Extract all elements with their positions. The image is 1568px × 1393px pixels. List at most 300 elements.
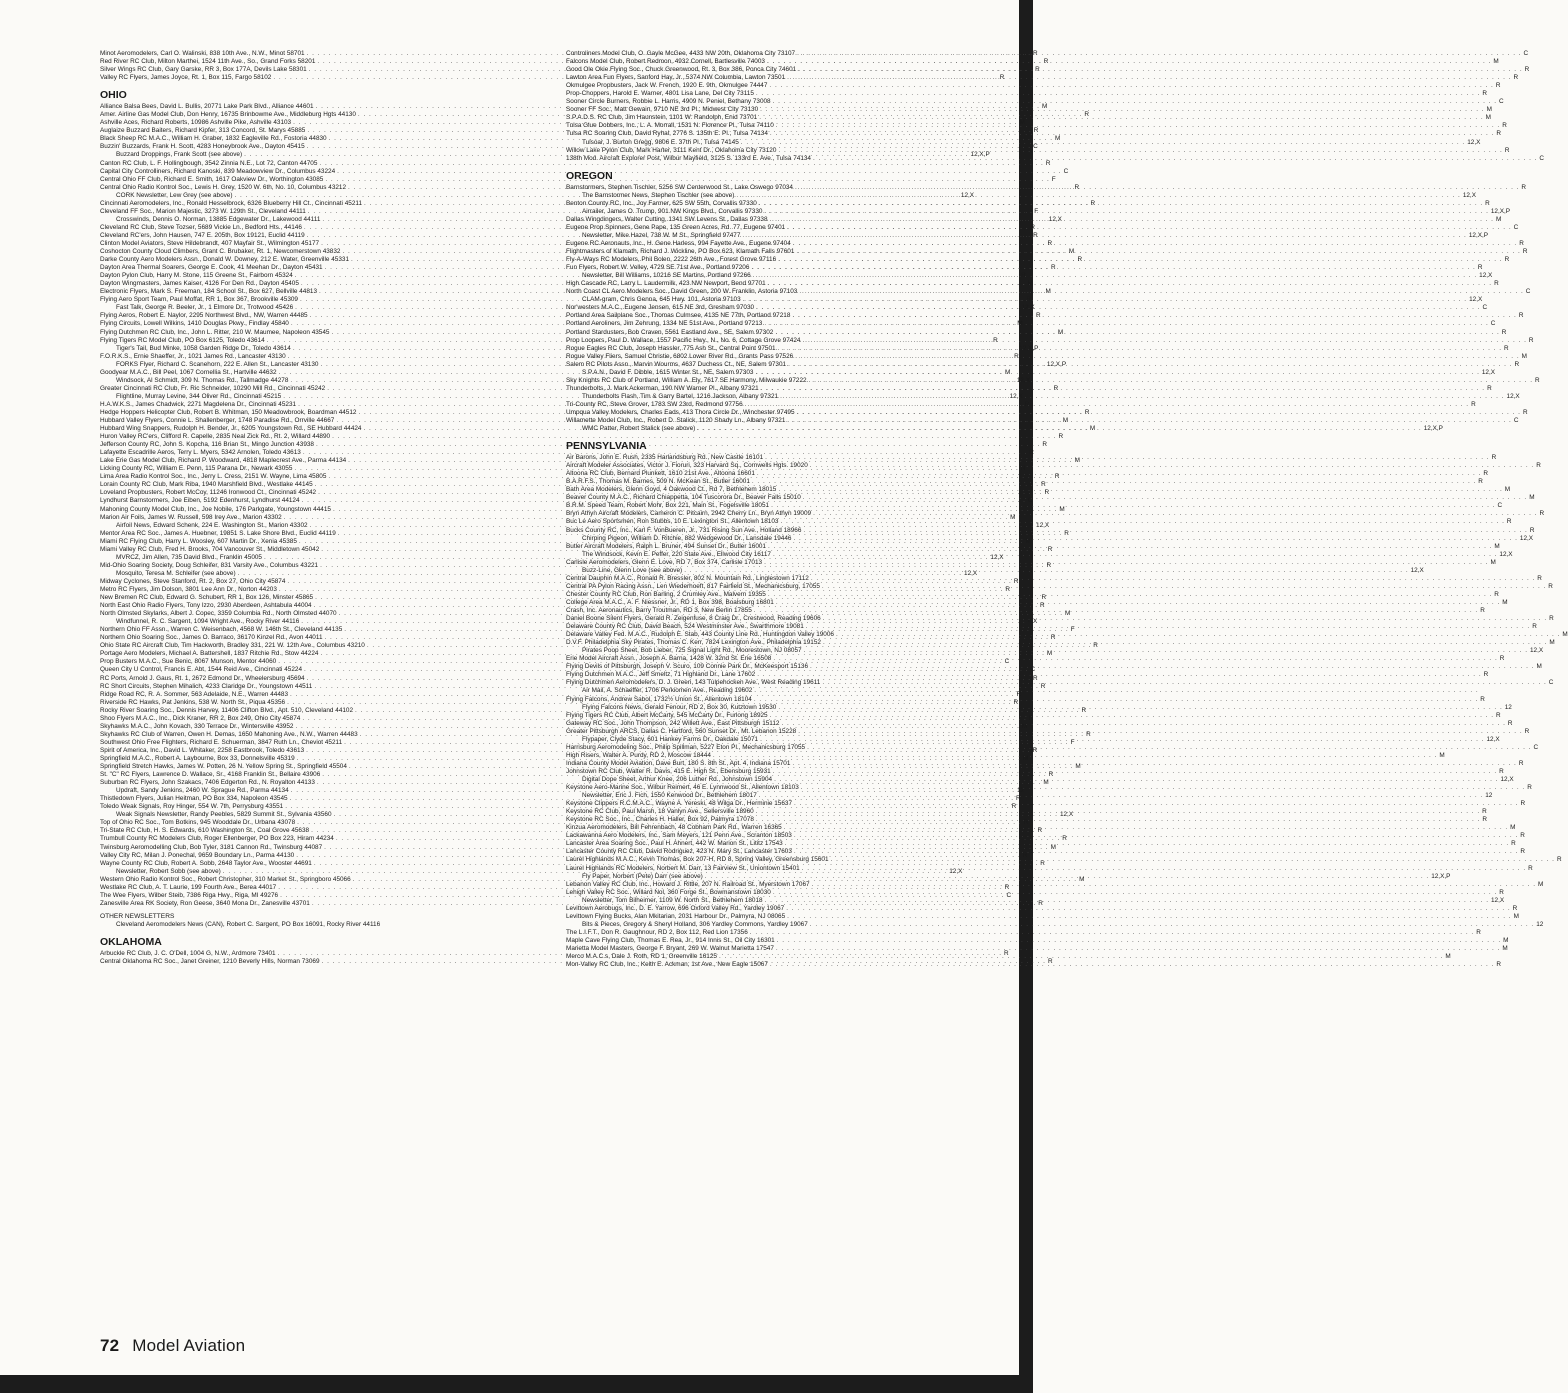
entry-code: M — [1089, 425, 1096, 433]
newsletter-entry — [566, 647, 1544, 655]
entry-text: Valley City RC, Milan J. Ponechal, 9659 Boundary Ln., Parma 44130 — [100, 851, 295, 859]
club-entry — [566, 352, 1527, 361]
club-entry — [566, 154, 1545, 163]
entry-text: Bryn Athyn Aircraft Modelers, Cameron C. Pitcairn, 2942 Cherry Ln., Bryn Athyn 19009 — [566, 510, 812, 518]
club-entry — [566, 961, 1501, 969]
entry-code: R — [1081, 706, 1087, 714]
entry-code: R — [1519, 239, 1524, 247]
entry-code: R — [1093, 642, 1098, 650]
club-entry — [566, 58, 1499, 66]
dot-leader — [766, 543, 1494, 551]
entry-text: Flightline, Murray Levine, 344 Oliver Rd., Cincinnati 45215 — [116, 392, 282, 400]
entry-text: Salem RC Pilots Assn., Marvin Wourms, 4637 Duchess Ct., NE, Salem 97301 — [566, 360, 787, 368]
entry-text: Central Ohio Radio Kontrol Soc., Lewis H. Grey, 1520 W. 6th, No. 10, Columbus 43212 — [100, 183, 347, 191]
club-entry — [566, 50, 1529, 58]
entry-text: Newsletter, Tom Bilheimer, 1109 W. North St., Bethlehem 18018 — [582, 896, 763, 904]
entry-code: M — [1025, 537, 1031, 545]
entry-code: C — [1006, 891, 1012, 899]
club-entry — [566, 558, 1496, 567]
club-entry — [566, 912, 1519, 921]
entry-text: Miami RC Flying Club, Harry L. Woosley, 607 Martin Dr., Xenia 45385 — [100, 537, 297, 545]
entry-text: Black Sheep RC M.A.C., William H. Graber, 1832 Eagleville Rd., Fostoria 44830 — [100, 135, 327, 143]
entry-text: Cleveland FF Soc., Marion Majestic, 3273 W. 129th St., Cleveland 44111 — [100, 207, 306, 215]
entry-text: Thistledown Flyers, Julian Heitman, PO Box 334, Napoleon 43545 — [100, 795, 288, 803]
entry-text: S.P.A.D.S. RC Club, Jim Haunstein, 1101 W. Randolph, Enid 73701 — [566, 114, 758, 122]
entry-text: Aircraft Modeler Associates, Victor J. Fioruri, 323 Harvard Sq., Cornwells Hgts. 19020 — [566, 462, 808, 470]
entry-code: 12,X — [1462, 191, 1476, 199]
entry-text: Mosquito, Teresa M. Schleifer (see above) — [116, 569, 236, 577]
dot-leader — [754, 90, 1482, 98]
entry-code: R — [1501, 328, 1507, 336]
entry-text: Cleveland RC Club, Steve Tozser, 5689 Vickie Ln., Bedford Hts., 44146 — [100, 223, 302, 231]
entry-code: R — [1512, 904, 1518, 912]
entry-code: F — [1051, 175, 1056, 183]
entry-text: Nor'westers M.A.C., Eugene Jensen, 615 NE 3rd, Gresham 97030 — [566, 304, 755, 312]
entry-text: Portage Aero Modelers, Michael A. Battershell, 1837 Ritchie Rd., Stow 44224 — [100, 650, 319, 658]
entry-text: Central Dauphin M.A.C., Ronald R. Bressler, 802 N. Mountain Rd., Linglestown 17112 — [566, 574, 809, 582]
entry-code: F — [1070, 738, 1075, 746]
entry-text: Lebanon Valley RC Club, Inc., Howard J. Rittle, 207 N. Railroad St., Myerstown 17067 — [566, 880, 810, 888]
entry-code: R — [1051, 264, 1056, 272]
dot-leader — [766, 280, 1494, 288]
entry-code: R — [1046, 561, 1052, 569]
entry-text: Alliance Balsa Bees, David L. Bullis, 20771 Lake Park Blvd., Alliance 44601 — [100, 103, 314, 111]
dot-leader — [821, 639, 1549, 647]
club-entry — [566, 462, 1541, 470]
entry-code: C — [1497, 502, 1503, 510]
entry-code: M — [1502, 598, 1508, 606]
club-entry — [566, 66, 1530, 74]
club-entry — [566, 727, 1530, 736]
entry-text: Jefferson County RC, John S. Kopcha, 116 Brian St., Mingo Junction 43938 — [100, 441, 314, 449]
dot-leader — [748, 929, 1476, 937]
entry-text: Lafayette Escadrille Aeros, Terry L. Myers, 5342 Arnolen, Toledo 43613 — [100, 449, 301, 457]
entry-text: Licking County RC, William E. Penn, 115 Parana Dr., Newark 43055 — [100, 465, 293, 473]
newsletter-entry — [566, 425, 1443, 433]
dot-leader — [750, 478, 1478, 486]
entry-text: Portland Aeroliners, Jim Zehrung, 1334 NE 51st Ave., Portland 97213 — [566, 320, 763, 328]
entry-text: Flying Falcons News, Gerald Fenour, RD 2, Box 30, Kutztown 19530 — [582, 703, 777, 711]
entry-code: R — [1048, 771, 1054, 779]
dot-leader — [793, 184, 1521, 192]
entry-code: 12,X — [1499, 550, 1513, 558]
entry-text: Rogue Eagles RC Club, Joseph Hassler, 775 Ash St., Central Point 97501 — [566, 344, 776, 352]
entry-text: Lancaster Area Soaring Soc., Paul H. Ahnert, 442 W. Marion St., Lititz 17543 — [566, 840, 783, 848]
entry-text: Miami Valley RC Club, Fred H. Brooks, 704 Vancouver St., Middletown 45042 — [100, 545, 320, 553]
entry-text: Greater Pittsburgh ARCS, Dallas C. Hartford, 560 Sunset Dr., Mt. Lebanon 15228 — [566, 727, 797, 735]
club-entry — [566, 816, 1487, 824]
dot-leader — [820, 583, 1548, 591]
entry-text: Chirping Pigeon, William D. Ritchie, 882 Wedgewood Dr., Lansdale 19446 — [582, 534, 792, 542]
entry-code: R — [1040, 682, 1046, 690]
entry-code: R — [1520, 848, 1525, 856]
entry-text: Springfield Stretch Hawks, James W. Potten, 26 N. Yellow Spring St., Springfield 45504 — [100, 763, 347, 771]
club-entry — [566, 888, 1504, 897]
entry-text: Tri-County RC, Steve Grover, 1783 SW 23rd, Redmond 97756 — [566, 400, 743, 408]
club-entry — [566, 199, 1490, 208]
entry-text: Eugene Prop Spinners, Gene Pape, 135 Green Acres, Rd. 77, Eugene 97401 — [566, 223, 786, 231]
dot-leader — [801, 527, 1529, 535]
entry-code: 12,X,P — [1423, 425, 1443, 433]
entry-code: R — [1058, 433, 1064, 441]
entry-code: R — [1524, 66, 1530, 74]
dot-leader — [768, 961, 1496, 969]
dot-leader — [800, 865, 1528, 873]
entry-text: The Barnstormer News, Stephen Tischler (see above) — [582, 191, 735, 199]
club-entry — [566, 542, 1500, 551]
entry-code: R — [1084, 111, 1089, 119]
entry-text: Erie Model Aircraft Assn., Joseph A. Barna, 1428 W. 32nd St. Erie 16508 — [566, 655, 772, 663]
entry-code: C — [1033, 143, 1038, 151]
entry-text: Mahoning County Model Club, Inc., Joe Nobile, 176 Parkgate, Youngstown 44415 — [100, 505, 331, 513]
club-entry — [566, 320, 1496, 328]
entry-text: Buzz-Line, Glenn Love (see above) — [582, 566, 683, 574]
entry-text: Tulsa Glue Dobbers, Inc., L. A. Morrall, 1531 N. Florence Pl., Tulsa 74110 — [566, 122, 774, 130]
entry-code: R — [1053, 384, 1059, 392]
entry-code: 12,X,P — [1431, 872, 1451, 880]
entry-text: Skyhawks RC Club of Warren, Owen H. Demas, 1650 Mahoning Ave., N.W., Warren 44483 — [100, 730, 358, 738]
entry-text: Spirit of America, Inc., David L. Whitaker, 2258 Eastbrook, Toledo 43613 — [100, 746, 305, 754]
entry-text: Flying Aero Sport Team, Paul Moffat, RR 1, Box 367, Brookville 45309 — [100, 296, 298, 304]
dot-leader — [758, 106, 1486, 114]
dot-leader — [799, 784, 1527, 792]
entry-code: R — [1504, 256, 1510, 264]
dot-leader — [717, 953, 1445, 961]
entry-code: R — [1504, 344, 1509, 352]
entry-text: Flypaper, Clyde Stacy, 601 Hankey Farms Dr., Oakdale 15071 — [582, 735, 759, 743]
entry-text: Central Oklahoma RC Soc., Janet Greiner, 1210 Beverly Hills, Norman 73069 — [100, 957, 320, 965]
club-entry — [566, 288, 1531, 296]
entry-code: M — [1075, 763, 1081, 771]
entry-code: R — [1471, 400, 1476, 408]
entry-code: R — [1528, 336, 1534, 344]
entry-text: Northern Ohio FF Assn., Warren C. Weisenbach, 4568 W. 146th St., Cleveland 44135 — [100, 626, 343, 634]
newsletter-entry — [566, 735, 1500, 744]
entry-code: R — [1050, 634, 1056, 642]
entry-text: Okmulgee Propbusters, Jack W. French, 1920 E. 9th, Okmulgee 74447 — [566, 82, 768, 90]
entry-code: M — [1503, 936, 1509, 944]
entry-text: Marietta Model Masters, George F. Bryant, 269 W. Walnut Marietta 17547 — [566, 944, 774, 952]
dot-leader — [772, 776, 1500, 784]
entry-code: R — [1556, 856, 1562, 864]
entry-text: Midway Cyclones, Steve Stanford, Rt. 2, Box 27, Ohio City 45874 — [100, 577, 286, 585]
entry-text: North Coast CL Aero Modelers Soc., David Green, 200 W. Franklin, Astoria 97103 — [566, 288, 798, 296]
newsletter-entry — [566, 775, 1514, 784]
entry-code: M — [1021, 722, 1028, 730]
entry-code: R — [1028, 714, 1034, 722]
entry-text: Loveland Propbusters, Robert McCoy, 11246 Ironwood Ct., Cincinnati 45242 — [100, 489, 317, 497]
entry-text: Southwest Ohio Free Flighters, Richard E. Schuerman, 3847 Ruth Ln., Cheviot 45211 — [100, 738, 343, 746]
newsletter-entry — [566, 920, 1544, 929]
entry-code: 12,X,P — [970, 151, 990, 159]
entry-code: R — [1029, 449, 1034, 457]
entry-code: R — [1504, 146, 1510, 154]
newsletter-entry — [566, 550, 1513, 559]
club-entry — [566, 122, 1507, 130]
dot-leader — [753, 369, 1481, 377]
entry-text: H.A.W.K.S., James Chadwick, 2271 Magdelena Dr., Cincinnati 45231 — [100, 400, 297, 408]
entry-code: M — [1017, 320, 1023, 328]
entry-code: R — [1477, 264, 1483, 272]
entry-code: R — [1015, 795, 1021, 803]
newsletter-entry — [566, 566, 1424, 575]
entry-code: R — [1518, 759, 1524, 767]
entry-text: Prop-Choppers, Harold E. Warner, 4801 Lisa Lane, Del City 73115 — [566, 90, 754, 98]
club-entry — [566, 767, 1504, 776]
entry-code: C — [1004, 658, 1010, 666]
entry-text: Cincinnati Aeromodelers, Inc., Ronald Hesselbrock, 6326 Blueberry Hill Ct., Cincinnati 45211 — [100, 199, 363, 207]
entry-text: Dayton Area Thermal Soarers, George E. Cook, 41 Meehan Dr., Dayton 45431 — [100, 264, 323, 272]
newsletter-entry — [566, 368, 1496, 377]
club-entry — [566, 98, 1504, 106]
magazine-name: Model Aviation — [132, 1336, 246, 1355]
entry-text: Air Barons, John E. Rush, 2335 Harlandsburg Rd., New Castle 16101 — [566, 454, 764, 462]
entry-text: B.R.M. Speed Team, Robert Mohr, Box 221, Main St., Fogelsville 18051 — [566, 502, 770, 510]
entry-text: Lancaster County RC Club, David Rodriguez, 423 N. Mary St., Lancaster 17603 — [566, 848, 792, 856]
entry-code: F — [1034, 207, 1039, 215]
club-entry — [566, 82, 1501, 90]
club-entry — [566, 417, 1519, 425]
entry-text: Weak Signals Newsletter, Randy Peebles, 5829 Summit St., Sylvania 43560 — [116, 811, 332, 819]
dot-leader — [785, 913, 1513, 921]
entry-text: Newsletter, Bill Williams, 10216 SE Martins, Portland 97266 — [582, 272, 751, 280]
entry-text: Lackawanna Aero Modelers, Inc., Sam Meyers, 121 Penn Ave., Scranton 18503 — [566, 832, 792, 840]
entry-code: R — [1524, 727, 1530, 735]
club-entry — [566, 848, 1525, 856]
entry-text: Shoo Flyers M.A.C., Inc., Dick Kraner, RR 2, Box 249, Ohio City 45874 — [100, 714, 301, 722]
entry-code: R — [1499, 655, 1505, 663]
entry-code: 12,X — [1491, 896, 1505, 904]
entry-text: RC Short Circuits, Stephen Mihalich, 4233 Claridge Dr., Youngstown 44511 — [100, 682, 313, 690]
dot-leader — [752, 696, 1480, 704]
entry-code: R — [1482, 90, 1487, 98]
entry-text: Lake Erie Gas Model Club, Richard P. Woodward, 4818 Maplecrest Ave., Parma 44134 — [100, 457, 347, 465]
club-entry — [566, 106, 1492, 114]
entry-code: M — [1493, 58, 1499, 66]
entry-code: 12,X — [1481, 368, 1496, 376]
dot-leader — [774, 122, 1502, 130]
entry-text: Willow Lake Pylon Club, Mark Harter, 3111 Kent Dr., Oklahoma City 73120 — [566, 146, 777, 154]
entry-text: Coshocton County Cloud Climbers, Grant C. Brubaker, Rt. 1, Newcomerstown 43832 — [100, 248, 341, 256]
entry-code: 4,X — [1027, 618, 1038, 626]
club-entry — [566, 864, 1533, 873]
entry-code: M — [1074, 457, 1080, 465]
entry-text: Prop Busters M.A.C., Sue Benic, 8067 Munson, Mentor 44060 — [100, 658, 277, 666]
entry-code: 12,X,P — [1019, 344, 1039, 352]
entry-text: Fun Flyers, Robert W. Velley, 4729 SE 71st Ave., Portland 97206 — [566, 264, 750, 272]
entry-code: R — [1013, 698, 1019, 706]
entry-code: R — [1478, 478, 1483, 486]
entry-code: R — [1041, 594, 1047, 602]
dot-leader — [754, 304, 1482, 312]
entry-text: S.P.A.N., David F. Dibble, 1615 Winter St., NE, Salem 97303 — [582, 368, 754, 376]
club-entry — [566, 936, 1509, 945]
entry-code: R — [999, 74, 1005, 82]
entry-text: Newsletter, Robert Sobb (see above) — [116, 867, 221, 875]
entry-code: F — [1070, 626, 1075, 634]
entry-code: R — [1033, 231, 1038, 239]
entry-text: Eugene RC Aeronauts, Inc., H. Gene Harless, 994 Fayette Ave., Eugene 97404 — [566, 239, 791, 247]
entry-code: R — [1476, 928, 1481, 936]
page-footer — [100, 1336, 245, 1356]
entry-code: R — [1026, 296, 1032, 304]
newsletter-entry — [566, 534, 1534, 543]
entry-text: St. "C" RC Flyers, Lawrence D. Wallace, Sr., 4168 Franklin St., Bellaire 43906 — [100, 771, 321, 779]
dot-leader — [791, 535, 1519, 543]
club-entry — [566, 384, 1492, 393]
dot-leader — [811, 155, 1539, 163]
dot-leader — [767, 82, 1495, 90]
entry-text: Bucks County RC, Inc., Karl F. VonBueren, Jr., 731 Rising Sun Ave., Holland 18966 — [566, 526, 802, 534]
entry-text: Buzzard Droppings, Frank Scott (see above) — [116, 151, 243, 159]
entry-code: C — [1063, 167, 1069, 175]
entry-code: R — [1030, 223, 1035, 231]
entry-code: C — [1513, 223, 1519, 231]
entry-code: 12,X — [1486, 735, 1500, 743]
entry-text: Portland Stardusters, Bob Craven, 5561 Eastland Ave., SE, Salem 97302 — [566, 328, 774, 336]
entry-text: Mon-Valley RC Club, Inc., Keith E. Ackman, 1st Ave., New Eagle 15067 — [566, 961, 768, 969]
entry-text: Tiger's Tail, Bud Minke, 1058 Garden Ridge Dr., Toledo 43614 — [116, 344, 291, 352]
club-entry — [566, 336, 1534, 345]
entry-text: Indiana County Model Aviation, Dave Burt, 180 S. 8th St., Apt. 4, Indiana 15701 — [566, 759, 791, 767]
club-entry — [566, 639, 1555, 647]
entry-code: R — [1004, 949, 1009, 957]
entry-code: R — [1487, 384, 1492, 392]
club-entry — [566, 840, 1516, 848]
club-entry — [566, 478, 1483, 486]
entry-text: Levittown Aerobugs, Inc., D. E. Yarrow, 696 Oxford Valley Rd., Yardley 19067 — [566, 904, 785, 912]
entry-code: R — [1047, 545, 1053, 553]
dot-leader — [775, 937, 1503, 945]
page-number: 72 — [100, 1336, 120, 1355]
dot-leader — [755, 470, 1483, 478]
entry-code: M — [1004, 368, 1011, 376]
entry-text: Valley RC Flyers, James Joyce, Rt. 1, Box 115, Fargo 58102 — [100, 74, 272, 82]
dot-leader — [776, 256, 1504, 264]
dot-leader — [768, 712, 1496, 720]
entry-code: C — [1030, 666, 1036, 674]
entry-text: Gateway RC Soc., John Thompson, 242 Willett Ave., East Pittsburgh 15112 — [566, 719, 780, 727]
entry-code: R — [1494, 280, 1499, 288]
entry-text: Flying Circuits, Lowell Wilkins, 1410 Douglas Pkwy., Findlay 45840 — [100, 320, 289, 328]
club-entry — [566, 408, 1528, 417]
entry-text: Tulsa RC Soaring Club, David Ryhal, 2776 S. 135th E. Pl., Tulsa 74134 — [566, 130, 768, 138]
entry-code: M — [1062, 417, 1069, 425]
entry-code: M — [1562, 631, 1568, 639]
newsletter-entry — [566, 392, 1520, 401]
club-entry — [566, 800, 1526, 808]
entry-code: M — [1041, 103, 1048, 111]
entry-code: R — [1041, 481, 1046, 489]
club-entry — [566, 631, 1568, 639]
dot-leader — [751, 272, 1479, 280]
club-entry — [566, 824, 1516, 832]
entry-text: Dallas Wingdingers, Walter Cutting, 1341 SW Levens St., Dallas 97338 — [566, 215, 768, 223]
entry-text: Skyhawks M.A.C., John Kovach, 330 Terrace Dr., Wintersville 43952 — [100, 722, 294, 730]
entry-text: Cleveland Aeromodelers News (CAN), Robert C. Sargent, PO Box 16091, Rocky River 44116 — [116, 920, 381, 928]
dot-leader — [774, 945, 1502, 953]
dot-leader — [763, 454, 1491, 462]
entry-text: Marion Air Foils, James W. Russell, 598 Irey Ave., Marion 43302 — [100, 513, 282, 521]
dot-leader — [695, 425, 1423, 433]
entry-code: R — [1044, 489, 1050, 497]
dot-leader — [786, 361, 1514, 369]
entry-text: Keystone RC Club, Paul Marsh, 18 Vanlyn Ave., Sellersville 18960 — [566, 808, 754, 816]
entry-code: R — [1495, 82, 1501, 90]
entry-text: Rocky River Soaring Soc., Dennis Harvey, 11406 Clifton Blvd., Apt. 510, Cleveland 44102 — [100, 706, 354, 714]
newsletter-entry — [100, 921, 540, 929]
entry-text: Westlake RC Club, A. T. Laurie, 199 Fourth Ave., Berea 44017 — [100, 883, 277, 891]
club-entry — [566, 751, 1445, 760]
entry-code: R — [1040, 859, 1045, 867]
entry-code: M — [1537, 880, 1544, 888]
newsletter-entry — [566, 872, 1451, 881]
entry-text: Laurel Highlands RC Modelers, Norbert M. Darr, 13 Fairview St., Uniontown 15401 — [566, 864, 800, 872]
entry-code: 12,X — [1016, 376, 1030, 384]
dot-leader — [793, 353, 1521, 361]
entry-text: The Wee Flyers, Wilber Steib, 7386 Riga Hwy., Riga, MI 49276 — [100, 891, 279, 899]
entry-text: Air Mail, A. Schaeffer, 1706 Perkiomen Ave., Reading 19602 — [582, 687, 753, 695]
dot-leader — [769, 502, 1497, 510]
dot-leader — [734, 192, 1462, 200]
newsletter-entry — [566, 687, 1006, 695]
club-entry — [566, 671, 1489, 679]
dot-leader — [805, 744, 1533, 752]
club-entry — [566, 146, 1510, 155]
entry-code: 12,X,P — [1046, 360, 1067, 368]
entry-text: Dayton Wingmasters, James Kaiser, 4126 For Den Rd., Dayton 45405 — [100, 280, 299, 288]
entry-code: R — [1033, 674, 1038, 682]
dot-leader — [758, 736, 1486, 744]
club-entry — [566, 655, 1505, 663]
entry-code: R — [1024, 400, 1030, 408]
club-entry — [566, 944, 1508, 953]
entry-text: The L.I.F.T., Don R. Gaughnour, RD 2, Box 112, Red Lion 17356 — [566, 928, 748, 936]
entry-code: M — [1494, 542, 1500, 550]
dot-leader — [785, 74, 1513, 82]
club-entry — [566, 502, 1503, 510]
entry-text: F.O.R.K.S., Ernie Shaeffer, Jr., 1021 James Rd., Lancaster 43130 — [100, 352, 286, 360]
entry-text: Chester County RC Club, Ron Barling, 2 Crumley Ave., Malvern 19355 — [566, 590, 766, 598]
dot-leader — [776, 486, 1504, 494]
club-entry — [566, 719, 1513, 728]
entry-code: R — [1537, 574, 1542, 582]
entry-text: Keystone RC Soc., Inc., Charles H. Haller, Box 92, Palmyra 17078 — [566, 816, 754, 824]
entry-text: Lehigh Valley RC Soc., Willard Nol, 360 Forge St., Bowmanstown 18030 — [566, 888, 771, 896]
state-heading: OKLAHOMA — [100, 935, 162, 948]
entry-text: Lyndhurst Barnstormers, Joe Eiben, 5192 Edenhurst, Lyndhurst 44124 — [100, 497, 300, 505]
entry-text: Windfunnel, R. C. Sargent, 1094 Wright Ave., Rocky River 44116 — [116, 618, 300, 626]
club-entry — [566, 280, 1499, 288]
club-entry — [566, 743, 1539, 752]
dot-leader — [780, 720, 1508, 728]
dot-leader — [795, 50, 1523, 58]
entry-code: C — [1499, 98, 1504, 106]
entry-text: Delaware Valley Fed. M.A.C., Rudolph E. Stab, 443 County Line Rd., Huntingdon Valley 19006 — [566, 631, 834, 639]
entry-text: Flying Falcons, Andrew Sabol, 1732½ Union St., Allentown 18104 — [566, 695, 752, 703]
entry-text: High Cascade RC, Larry L. Laudermilk, 423 NW Newport, Bend 97701 — [566, 280, 766, 288]
entry-code: M — [1502, 944, 1508, 952]
club-entry — [566, 130, 1501, 138]
club-entry — [566, 759, 1524, 768]
entry-text: CORK Newsletter, Lew Grey (see above) — [116, 191, 233, 199]
entry-text: North Olmsted Skylarks, Albert J. Copec, 3359 Columbia Rd., North Olmsted 44070 — [100, 610, 337, 618]
entry-text: Dayton Pylon Club, Harry M. Stone, 115 Greene St., Fairborn 45324 — [100, 272, 293, 280]
entry-code: M — [1059, 505, 1065, 513]
entry-text: Metro RC Flyers, Jim Dolson, 3801 Lee Ann Dr., Norton 44203 — [100, 586, 277, 593]
club-entry — [566, 663, 1542, 671]
entry-code: 12,X — [960, 191, 975, 199]
